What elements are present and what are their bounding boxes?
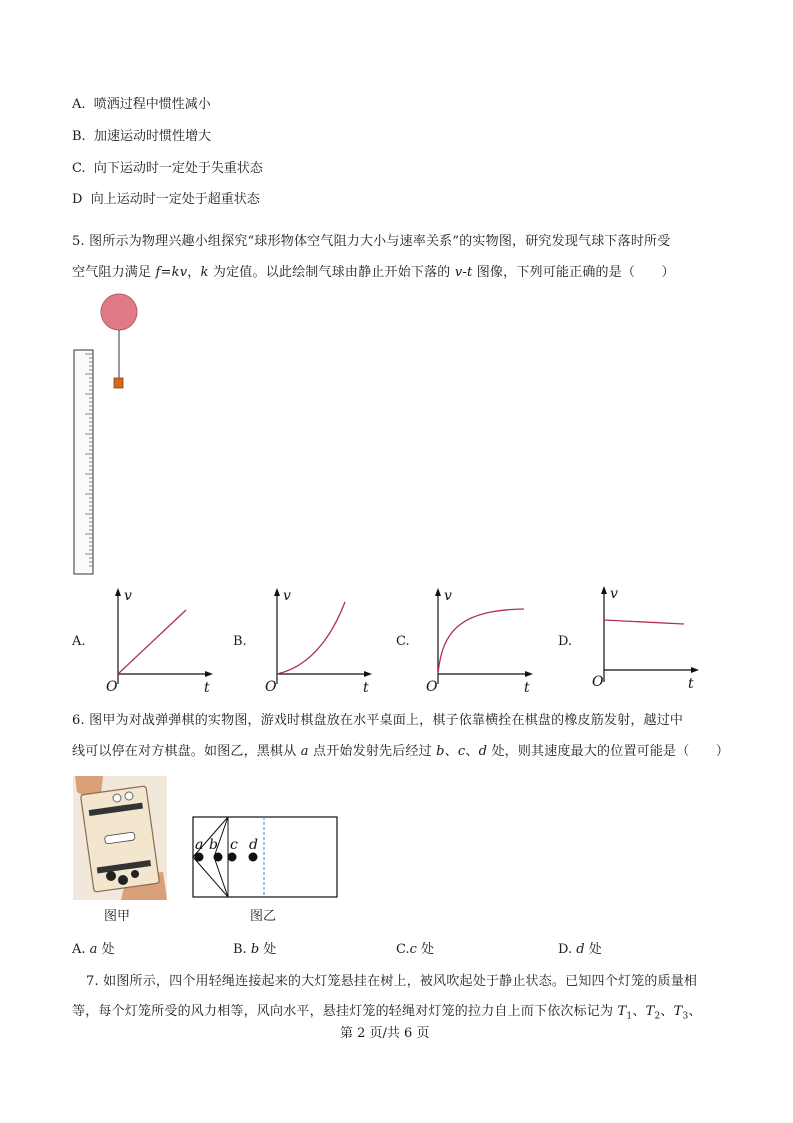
photo-piece-4 <box>113 794 121 802</box>
graph-d-t-arrow <box>691 667 699 673</box>
graph-d-curve <box>604 620 684 624</box>
balloon-ruler-figure <box>70 288 150 578</box>
graph-b-origin: O <box>265 679 277 695</box>
caption-yi: 图乙 <box>250 909 277 924</box>
piece-d <box>249 853 258 862</box>
graph-c <box>424 588 534 696</box>
graph-d-v-arrow <box>601 586 607 594</box>
q6-option-b: B. b 处 <box>233 942 277 957</box>
graph-a-v-label: v <box>124 588 132 604</box>
graph-a-origin: O <box>106 679 118 695</box>
graph-c-origin: O <box>426 679 438 695</box>
label-a: a <box>195 837 204 853</box>
q4-option-a: A. 喷洒过程中惯性减小 <box>72 97 211 112</box>
graph-c-v-label: v <box>444 588 452 604</box>
q6-option-d: D. d 处 <box>558 942 602 957</box>
label-c: c <box>230 837 238 853</box>
q5-graph-b-label: B. <box>233 634 247 649</box>
page-footer: 第 2 页/共 6 页 <box>340 1026 430 1041</box>
graph-d <box>590 586 700 694</box>
graph-b-curve <box>277 602 345 674</box>
q6-stem-line1: 6. 图甲为对战弹弹棋的实物图，游戏时棋盘放在水平桌面上，棋子依靠横拴在棋盘的橡皮筋发射，越过中 <box>72 713 684 728</box>
label-d: d <box>249 837 258 853</box>
balloon <box>101 294 137 330</box>
q4-option-b: B. 加速运动时惯性增大 <box>72 129 211 144</box>
graph-a <box>104 588 214 696</box>
graph-a-curve <box>118 610 186 674</box>
board-game-photo <box>73 776 167 900</box>
graph-b-t-arrow <box>364 671 372 677</box>
graph-a-t-arrow <box>205 671 213 677</box>
graph-a-t-label: t <box>204 680 210 696</box>
label-b: b <box>209 837 218 853</box>
board-diagram <box>192 816 342 900</box>
graph-b <box>263 588 373 696</box>
q6-stem-line2: 线可以停在对方棋盘。如图乙，黑棋从 a 点开始发射先后经过 b、c、d 处，则其速度最大的位置可能是（ ） <box>72 744 730 759</box>
graph-c-v-arrow <box>435 588 441 596</box>
q4-option-d: D 向上运动时一定处于超重状态 <box>72 192 260 207</box>
q5-graph-c-label: C. <box>396 634 410 649</box>
photo-piece-3 <box>131 870 139 878</box>
q5-graph-a-label: A. <box>72 634 86 649</box>
photo-piece-1 <box>106 871 116 881</box>
q5-stem-line1: 5. 图所示为物理兴趣小组探究“球形物体空气阻力大小与速率关系”的实物图，研究发现气球下落时所受 <box>72 234 671 249</box>
caption-jia: 图甲 <box>104 909 131 924</box>
photo-piece-5 <box>125 792 133 800</box>
graph-d-v-label: v <box>610 586 618 602</box>
graph-c-t-label: t <box>524 680 530 696</box>
photo-piece-2 <box>118 875 128 885</box>
graph-b-v-arrow <box>274 588 280 596</box>
graph-a-v-arrow <box>115 588 121 596</box>
q6-option-c: C.c 处 <box>396 942 435 957</box>
graph-d-t-label: t <box>688 676 694 692</box>
q4-option-c: C. 向下运动时一定处于失重状态 <box>72 161 263 176</box>
graph-c-t-arrow <box>525 671 533 677</box>
graph-d-origin: O <box>592 674 604 690</box>
graph-c-curve <box>438 609 524 674</box>
piece-b <box>214 853 223 862</box>
q6-option-a: A. a 处 <box>72 942 115 957</box>
graph-b-v-label: v <box>283 588 291 604</box>
q7-stem-line1: 7. 如图所示，四个用轻绳连接起来的大灯笼悬挂在树上，被风吹起处于静止状态。已知四个灯笼的质量相 <box>86 974 698 989</box>
piece-a <box>195 853 204 862</box>
q7-stem-line2: 等，每个灯笼所受的风力相等，风向水平，悬挂灯笼的轻绳对灯笼的拉力自上而下依次标记为 $T_1$、$T_2$、$T_3$、 <box>72 1004 702 1022</box>
q5-stem-line2: 空气阻力满足 f=kv，k 为定值。以此绘制气球由静止开始下落的 v-t 图像，下列可能正确的是（ ） <box>72 265 675 280</box>
q5-graph-d-label: D. <box>558 634 573 649</box>
graph-b-t-label: t <box>363 680 369 696</box>
piece-c <box>228 853 237 862</box>
hanging-weight <box>114 378 123 388</box>
